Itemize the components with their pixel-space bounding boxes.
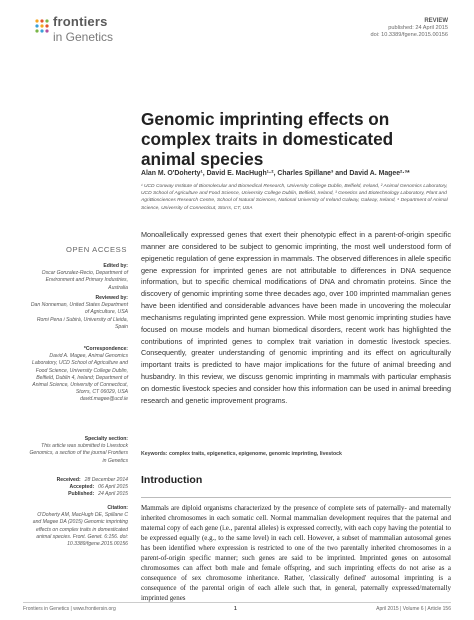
article-type: REVIEW: [424, 18, 448, 24]
article-meta: [371, 18, 448, 40]
edited-by-block: [28, 263, 128, 292]
published-date-side: 24 April 2015: [98, 491, 128, 498]
received-label: Received:: [56, 477, 81, 483]
reviewed-by-block: [28, 295, 128, 331]
journal-name: in Genetics: [53, 30, 114, 44]
reviewer-1: Dan Nonneman, United States Department of Agriculture, USA: [30, 302, 128, 316]
keywords: [141, 451, 451, 457]
author-list: Alan M. O'Doherty¹, David E. MacHugh¹·², Charles Spillane³ and David A. Magee²·³*: [141, 170, 410, 177]
editor: Oscar Gonzalez-Recio, Department of Environment and Primary Industries, Australia: [41, 270, 128, 291]
reviewer-2: Romi Pena i Subirà, University of Lleida, Spain: [36, 316, 128, 330]
page-number: 1: [234, 606, 237, 612]
correspondence-email[interactable]: david.magee@ucd.ie: [80, 396, 128, 403]
journal-brand: frontiers: [53, 14, 108, 29]
citation-block: [28, 505, 128, 548]
footer-issue-info: April 2015 | Volume 6 | Article 156: [376, 606, 451, 612]
article-title: Genomic imprinting effects on complex traits in domesticated animal species: [141, 109, 394, 169]
open-access-badge: OPEN ACCESS: [65, 245, 127, 254]
accepted-label: Accepted:: [69, 484, 95, 491]
citation-label: Citation:: [107, 505, 128, 511]
introduction-text: Mammals are diploid organisms characterized by the presence of complete sets of paternally- and maternally inherited chromosomes in each somatic cell. Normal mammalian development requires that the paternal and maternal copy of each gene (i.e., parental alleles) is expressed correctly, with each copy having the potential to be expressed equally (e.g., to the same level) in each cell. However, a subset of mammalian autosomal genes has been identified where expression is restricted to one of the two parentally inherited chromosomes in a parent-of-origin specific manner; such genes are said to be imprinted. Imprinted genes on autosomal chromosomes can affect both male and female offspring, and such imprinting effects do not arise as a consequence of sex chromosome inheritance. Rather, 'classically defined' autosomal imprinting is a consequence of the parental origin of each allele such that, in general, paternally expressed/maternally imprinted genes: [141, 504, 451, 603]
published-date: published: 24 April 2015: [388, 25, 448, 32]
published-label: Published:: [68, 491, 95, 498]
specialty-block: [28, 436, 128, 465]
accepted-date: 06 April 2015: [98, 484, 128, 491]
citation-text: O'Doherty AM, MacHugh DE, Spillane C and Magee DA (2015) Genomic imprinting effects on complex traits in domesticated animal species. Front. Genet. 6:156. doi: 10.3389/fgene.2015.00156: [32, 512, 128, 548]
section-divider: [141, 497, 451, 498]
doi-link[interactable]: doi: 10.3389/fgene.2015.00156: [370, 32, 448, 39]
correspondence-label: *Correspondence:: [83, 346, 128, 352]
specialty-label: Specialty section:: [84, 436, 128, 442]
abstract: Monoallelically expressed genes that exert their phenotypic effect in a parent-of-origin specific manner are considered to be subject to genomic imprinting, the most well understood form of epigenetic regulation of gene expression in mammals. The observed differences in allele specific gene expression for imprinted genes are not attributable to differences in DNA sequence information, but to specific chemical modifications of DNA and chromatin proteins. Since the discovery of genomic imprinting some three decades ago, over 100 imprinted mammalian genes have been identified and considerable advances have been made in uncovering the molecular mechanisms regulating imprinted gene expression. While most genomic imprinting studies have focused on mouse models and human biomedical disorders, recent work has highlighted the contributions of imprinted genes to complex trait variation in domestic livestock species. Consequently, greater understanding of genomic imprinting and its effect on agriculturally important traits is predicted to have major implications for the future of animal breeding and husbandry. In this review, we discuss genomic imprinting in mammals with particular emphasis on domestic livestock species and consider how this information can be used in animal breeding research and genetic improvement programs.: [141, 230, 451, 405]
reviewed-by-label: Reviewed by:: [95, 295, 128, 301]
keywords-label: Keywords:: [141, 451, 168, 457]
correspondence-block: [28, 346, 128, 404]
footer-divider: [23, 602, 451, 603]
edited-by-label: Edited by:: [103, 263, 128, 269]
affiliations: ¹ UCD Conway Institute of Biomolecular and Biomedical Research, University College Dublin, Belfield, Ireland, ² Animal Genomics Laboratory, UCD School of Agriculture and Food Science, University College Dublin, Belfield, Ireland, ³ Genetics and Biotechnology Laboratory, Plant and AgriBiosciences Research Centre, School of Natural Sciences, National University of Ireland Galway, Galway, Ireland, ⁴ Department of Animal Science, University of Connecticut, Storrs, CT, USA: [141, 184, 448, 211]
keywords-text: complex traits, epigenetics, epigenome, genomic imprinting, livestock: [168, 451, 342, 457]
specialty-text: This article was submitted to Livestock Genomics, a section of the journal Frontiers in Genetics: [29, 443, 128, 464]
introduction-heading: Introduction: [141, 474, 203, 486]
footer-journal-link[interactable]: Frontiers in Genetics | www.frontiersin.org: [23, 606, 116, 612]
received-date: 28 December 2014: [84, 477, 128, 483]
frontiers-logo-icon: [34, 18, 50, 34]
correspondence-address: David A. Magee, Animal Genomics Laboratory, UCD School of Agriculture and Food Science, University College Dublin, Belfield, Dublin 4, Ireland; Department of Animal Science, University of Connecticut, Storrs, CT 06029, USA: [32, 353, 128, 396]
dates-block: [28, 477, 128, 499]
